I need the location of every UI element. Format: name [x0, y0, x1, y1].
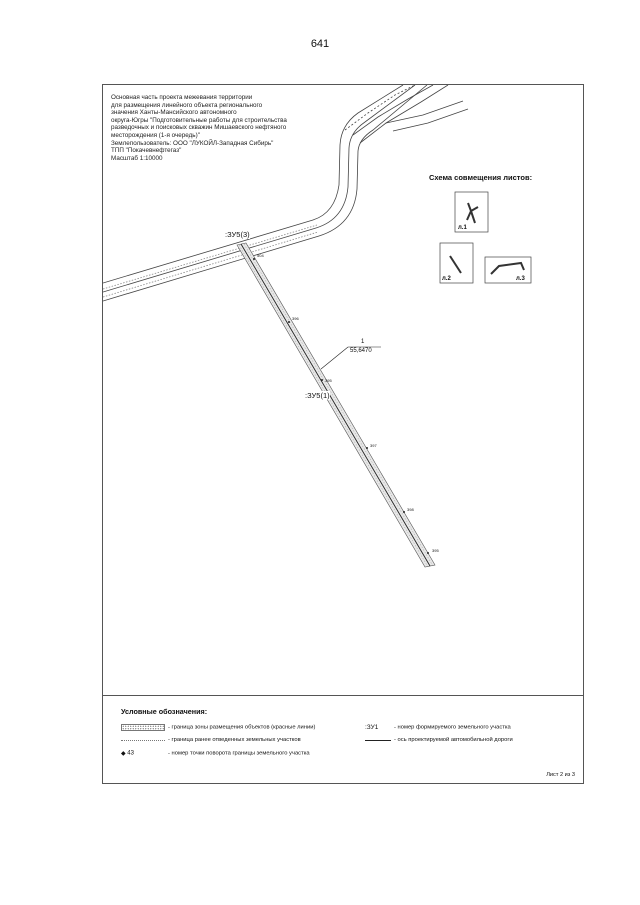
point-label: 504	[257, 253, 264, 258]
legend-item-red-lines: - граница зоны размещения объектов (красные линии)	[121, 724, 315, 731]
title-line: ТПП "Покачевнефтегаз"	[111, 147, 182, 155]
callout-top: 1	[361, 339, 365, 345]
title-line: значения Ханты-Мансийского автономного	[111, 109, 237, 117]
legend-item-road-axis: - ось проектируемой автомобильной дороги	[365, 737, 513, 744]
parcel-number-swatch: :ЗУ1	[365, 724, 379, 731]
legend	[103, 695, 583, 784]
page-number: 641	[310, 38, 330, 50]
sheet-label-1: л.1	[458, 225, 467, 231]
sheet-note: Лист 2 из 3	[546, 772, 575, 778]
road-axis-swatch	[365, 740, 391, 741]
map-area	[103, 85, 583, 695]
legend-item-allotted: - граница ранее отведенных земельных участков	[121, 737, 301, 744]
point-label: 396	[292, 316, 299, 321]
sheet-label-2: л.2	[442, 276, 451, 282]
title-line: округа-Югры "Подготовительные работы для строительства	[111, 116, 287, 124]
point-label: 397	[370, 443, 377, 448]
title-line: месторождения (1-я очередь)"	[111, 131, 200, 139]
scale-label: Масштаб 1:10000	[111, 154, 163, 162]
title-line: Основная часть проекта межевания территории	[111, 94, 253, 101]
title-line: для размещения линейного объекта регионального	[111, 101, 263, 109]
allotted-boundary-swatch	[121, 740, 165, 741]
legend-item-turning-point: ◆ 43 - номер точки поворота границы земельного участка	[121, 750, 310, 757]
sheet-label-3: л.3	[516, 276, 525, 282]
red-line-zone-swatch	[121, 724, 165, 731]
parcel-label-3: :ЗУ5(3)	[225, 230, 250, 239]
title-block	[111, 94, 341, 162]
point-label: 398	[407, 507, 414, 512]
legend-item-parcel-number: :ЗУ1 - номер формируемого земельного участка	[365, 724, 511, 731]
scheme-title: Схема совмещения листов:	[429, 173, 533, 182]
legend-title: Условные обозначения:	[121, 707, 208, 716]
designed-road-corridor	[237, 243, 435, 567]
title-line: Землепользователь: ООО "ЛУКОЙЛ-Западная Сибирь"	[111, 139, 274, 147]
callout-bottom: 55,6470	[350, 348, 372, 354]
title-line: разведочных и поисковых скважин Мишаевского нефтяного	[111, 124, 287, 132]
point-label: 395	[325, 378, 332, 383]
parcel-label-1: :ЗУ5(1)	[305, 391, 330, 400]
map-sheet	[102, 84, 584, 784]
turning-point-swatch: ◆ 43	[121, 750, 134, 757]
point-label: 395	[432, 548, 439, 553]
sheet-scheme-icons	[440, 192, 531, 283]
